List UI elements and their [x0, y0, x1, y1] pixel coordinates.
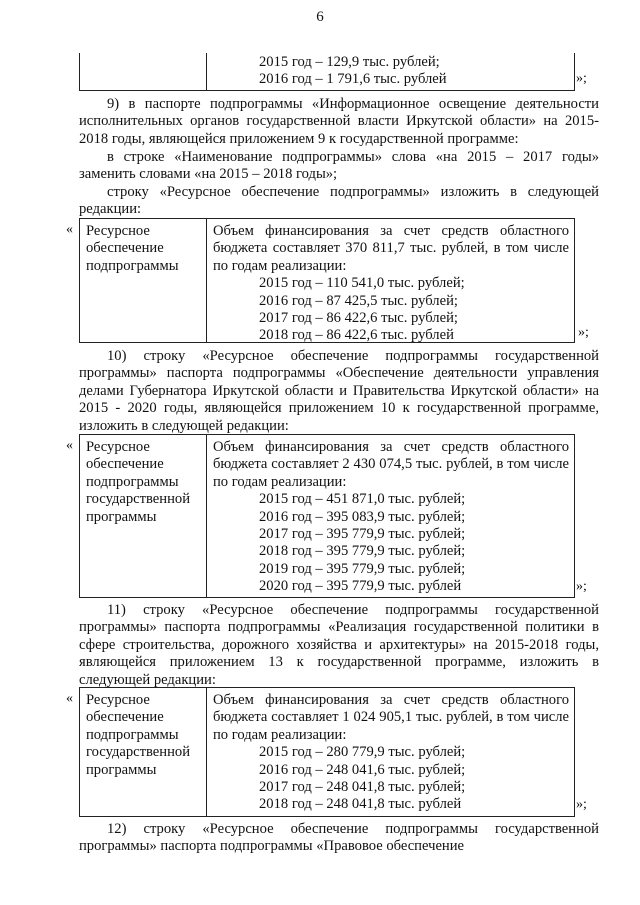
year-line: 2018 год – 395 779,9 тыс. рублей; [259, 543, 466, 560]
item-12-text: 12) строку «Ресурсное обеспечение подпрограммы государственной программы» паспорта подпрограммы «Правовое обеспечение [79, 821, 599, 855]
funding-summary: Объем финансирования за счет средств областного бюджета составляет 2 430 074,5 тыс. рублей, в том числе по годам реализации: [213, 439, 569, 490]
item-10-text: 10) строку «Ресурсное обеспечение подпрограммы государственной программы» паспорта подпрограммы «Обеспечение деятельности управления делами Губернатора Иркутской области и Правительства Иркутской области» на 2015 - 2020 годы, являющейся приложением 10 к государственной программе, изложить в следующей редакции: [79, 348, 599, 434]
closing-quote: »; [578, 325, 589, 340]
opening-quote: « [66, 438, 73, 453]
item-9-intro: 9) в паспорте подпрограммы «Информационное освещение деятельности исполнительных органов государственной власти Иркутской области» на 2015-2018 годы, являющейся приложением 9 к государственной программе: [79, 96, 599, 147]
resource-table-1-body [213, 223, 569, 345]
year-line: 2017 год – 395 779,9 тыс. рублей; [259, 526, 466, 543]
item-9-name-change: в строке «Наименование подпрограммы» слова «на 2015 – 2017 годы» заменить словами «на 2015 – 2018 годы»; [79, 149, 599, 183]
year-line: 2018 год – 248 041,8 тыс. рублей [259, 796, 462, 813]
year-line: 2020 год – 395 779,9 тыс. рублей [259, 578, 462, 595]
item-11-text: 11) строку «Ресурсное обеспечение подпрограммы государственной программы» паспорта подпрограммы «Реализация государственной политики в сфере строительства, дорожного хозяйства и архитектуры» на 2015-2018 годы, являющейся приложением 13 к государственной программе, изложить в следующей редакции: [79, 602, 599, 688]
resource-table-2 [79, 434, 575, 598]
year-line: 2017 год – 248 041,8 тыс. рублей; [259, 779, 466, 796]
item-9-resource-intro: строку «Ресурсное обеспечение подпрограммы» изложить в следующей редакции: [79, 184, 599, 218]
closing-quote: »; [576, 579, 587, 594]
year-line: 2015 год – 280 779,9 тыс. рублей; [259, 744, 466, 761]
resource-table-1-label: Ресурсное обеспечение подпрограммы [86, 223, 179, 274]
year-line: 2016 год – 87 425,5 тыс. рублей; [259, 292, 458, 309]
year-line: 2016 год – 248 041,6 тыс. рублей; [259, 761, 466, 778]
year-line: 2016 год – 395 083,9 тыс. рублей; [259, 508, 466, 525]
closing-quote: »; [576, 71, 587, 86]
resource-table-2-body [213, 439, 569, 596]
opening-quote: « [66, 222, 73, 237]
table-continuation-body [213, 54, 569, 89]
year-line: 2018 год – 86 422,6 тыс. рублей [259, 327, 454, 344]
year-line: 2015 год – 110 541,0 тыс. рублей; [259, 275, 465, 292]
year-line: 2019 год – 395 779,9 тыс. рублей; [259, 560, 466, 577]
year-line: 2015 год – 451 871,0 тыс. рублей; [259, 491, 466, 508]
year-line: 2015 год – 129,9 тыс. рублей; [259, 54, 440, 70]
closing-quote: »; [576, 797, 587, 812]
funding-summary: Объем финансирования за счет средств областного бюджета составляет 1 024 905,1 тыс. рублей, в том числе по годам реализации: [213, 692, 569, 743]
opening-quote: « [66, 691, 73, 706]
funding-summary: Объем финансирования за счет средств областного бюджета составляет 370 811,7 тыс. рублей, в том числе по годам реализации: [213, 223, 569, 274]
resource-table-3-label: Ресурсное обеспечение подпрограммы государственной программы [86, 692, 191, 778]
resource-table-3 [79, 687, 575, 817]
table-continuation-col1 [80, 53, 207, 90]
resource-table-2-label: Ресурсное обеспечение подпрограммы государственной программы [86, 439, 191, 525]
resource-table-3-body [213, 692, 569, 814]
page-number: 6 [316, 9, 324, 25]
year-line: 2016 год – 1 791,6 тыс. рублей [259, 71, 447, 88]
year-line: 2017 год – 86 422,6 тыс. рублей; [259, 310, 458, 327]
table-continuation [79, 53, 575, 91]
resource-table-1 [79, 218, 575, 343]
